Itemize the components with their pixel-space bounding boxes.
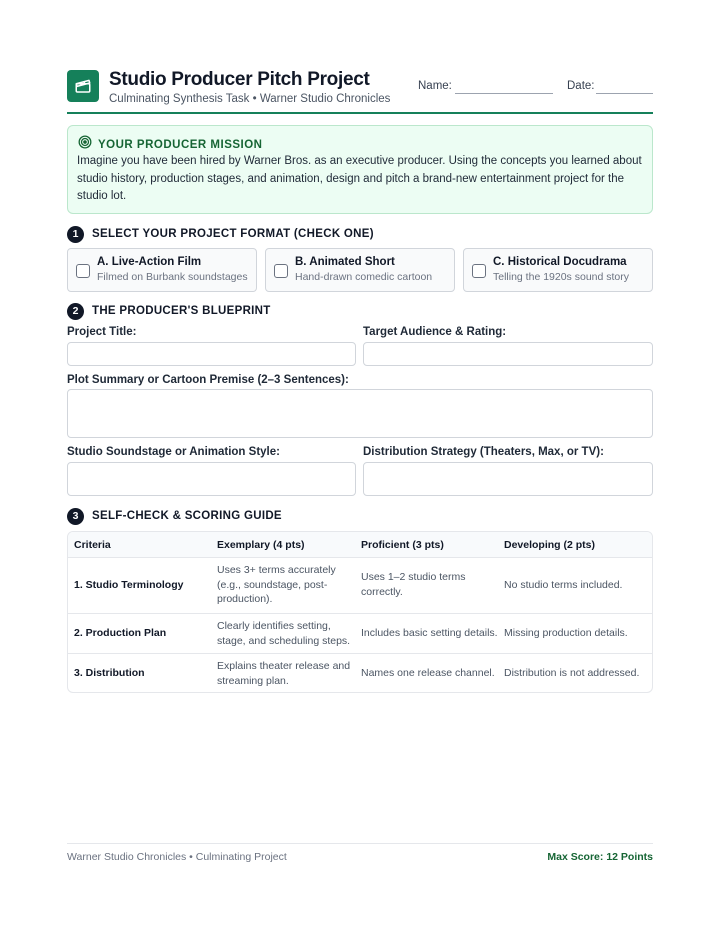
distribution-field[interactable] — [363, 462, 653, 496]
mission-heading — [78, 135, 263, 154]
section-scoring-heading — [67, 507, 282, 525]
header-divider — [67, 112, 653, 114]
criteria-cell: 3. Distribution — [74, 667, 145, 679]
mission-title: YOUR PRODUCER MISSION — [98, 138, 263, 151]
clapperboard-icon — [67, 70, 99, 102]
developing-cell: No studio terms included. — [504, 579, 623, 591]
name-label: Name: — [418, 80, 452, 92]
soundstage-label: Studio Soundstage or Animation Style: — [67, 446, 280, 458]
developing-cell: Missing production details. — [504, 627, 628, 639]
exemplary-cell: Uses 3+ terms accurately (e.g., soundstage, post-production). — [217, 564, 336, 605]
audience-field[interactable] — [363, 342, 653, 366]
option-title: B. Animated Short — [295, 256, 395, 268]
mission-text: Imagine you have been hired by Warner Bros. as an executive producer. Using the concepts you learned about studio history, production stages, and animation, design and pitch a brand-new entertainment project for the studio lot. — [77, 155, 642, 202]
format-option-live-action[interactable] — [67, 248, 257, 292]
exemplary-cell: Clearly identifies setting, stage, and scheduling steps. — [217, 620, 351, 647]
footer-text: Warner Studio Chronicles • Culminating Project — [67, 851, 287, 863]
table-row — [68, 614, 653, 654]
criteria-cell: 2. Production Plan — [74, 627, 167, 639]
format-option-docudrama[interactable] — [463, 248, 653, 292]
section-title: SELF-CHECK & SCORING GUIDE — [92, 510, 282, 522]
project-title-field[interactable] — [67, 342, 356, 366]
checkbox[interactable] — [472, 264, 486, 278]
date-label: Date: — [567, 80, 595, 92]
column-header: Developing (2 pts) — [504, 539, 596, 551]
section-format-heading — [67, 225, 374, 243]
checkbox[interactable] — [76, 264, 90, 278]
section-number: 3 — [67, 508, 84, 525]
option-subtitle: Telling the 1920s sound story — [493, 271, 630, 283]
section-blueprint-heading — [67, 302, 271, 320]
proficient-cell: Includes basic setting details. — [361, 627, 498, 639]
header — [67, 70, 653, 116]
soundstage-field[interactable] — [67, 462, 356, 496]
section-title: SELECT YOUR PROJECT FORMAT (CHECK ONE) — [92, 228, 374, 240]
option-subtitle: Filmed on Burbank soundstages — [97, 271, 248, 283]
section-title: THE PRODUCER'S BLUEPRINT — [92, 305, 271, 317]
proficient-cell: Uses 1–2 studio terms correctly. — [361, 571, 466, 598]
proficient-cell: Names one release channel. — [361, 667, 495, 679]
format-option-animated[interactable] — [265, 248, 455, 292]
page-title: Studio Producer Pitch Project — [109, 69, 370, 90]
developing-cell: Distribution is not addressed. — [504, 667, 640, 679]
table-row — [68, 558, 653, 614]
mission-box — [67, 125, 653, 214]
column-header: Exemplary (4 pts) — [217, 539, 305, 551]
checkbox[interactable] — [274, 264, 288, 278]
target-icon — [78, 135, 92, 154]
page-subtitle: Culminating Synthesis Task • Warner Studio Chronicles — [109, 93, 391, 105]
section-number: 1 — [67, 226, 84, 243]
criteria-cell: 1. Studio Terminology — [74, 579, 184, 591]
scoring-table — [67, 531, 653, 693]
project-title-label: Project Title: — [67, 326, 137, 338]
exemplary-cell: Explains theater release and streaming plan. — [217, 660, 351, 687]
date-field[interactable] — [596, 93, 653, 94]
summary-label: Plot Summary or Cartoon Premise (2–3 Sentences): — [67, 374, 349, 386]
column-header: Proficient (3 pts) — [361, 539, 444, 551]
name-field[interactable] — [455, 93, 553, 94]
table-row — [68, 654, 653, 693]
section-number: 2 — [67, 303, 84, 320]
option-title: A. Live-Action Film — [97, 256, 202, 268]
max-score: Max Score: 12 Points — [547, 851, 653, 863]
column-header: Criteria — [74, 539, 111, 551]
footer-divider — [67, 843, 653, 844]
worksheet-page — [67, 0, 653, 932]
option-title: C. Historical Docudrama — [493, 256, 627, 268]
audience-label: Target Audience & Rating: — [363, 326, 507, 338]
option-subtitle: Hand-drawn comedic cartoon — [295, 271, 433, 283]
summary-field[interactable] — [67, 389, 653, 438]
distribution-label: Distribution Strategy (Theaters, Max, or TV): — [363, 446, 604, 458]
table-header — [68, 532, 653, 558]
